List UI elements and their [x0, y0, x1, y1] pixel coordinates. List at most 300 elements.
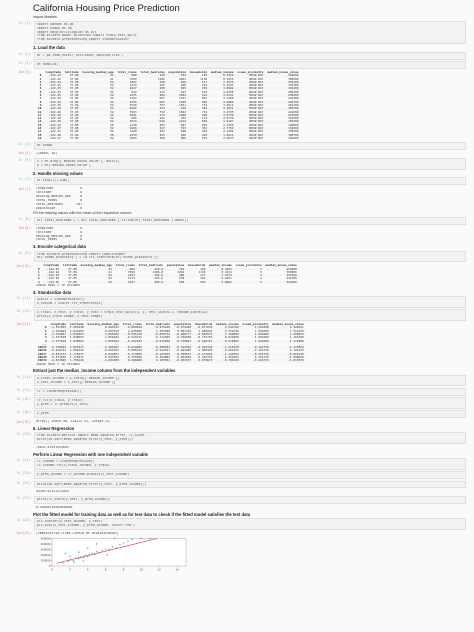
cell-prompt: In [16]: — [16, 397, 32, 402]
code-cell-26[interactable] — [8, 481, 466, 489]
table-cell: 1.291089 — [254, 328, 269, 333]
cell-prompt: In [2]: — [18, 51, 32, 56]
row-index: 1 — [37, 269, 40, 274]
cell-prompt: In [11]: — [16, 296, 32, 301]
table-cell: -122.22 — [48, 76, 61, 81]
cell-prompt: In [20]: — [16, 432, 32, 437]
table-cell: 331 — [188, 127, 209, 130]
code-line: import pandas as pd — [37, 22, 74, 26]
table-cell: 1138 — [200, 76, 208, 81]
table-cell: 37.84 — [63, 101, 81, 104]
table-cell: 52 — [80, 127, 115, 130]
row-index: 19 — [37, 135, 42, 140]
table-cell: 1212 — [167, 120, 188, 123]
code-cell-28[interactable] — [8, 518, 466, 530]
row-index: 20637 — [37, 351, 47, 356]
column-header: ocean_proximity — [242, 322, 269, 327]
table-cell: 1.778237 — [69, 355, 84, 360]
column-header: housing_median_age — [87, 322, 119, 327]
table-cell: ... — [113, 341, 119, 346]
table-cell: 37.85 — [63, 114, 81, 117]
table-cell: -1.337818 — [50, 338, 67, 343]
table-cell: ... — [136, 341, 142, 346]
table-cell: -1.124470 — [288, 348, 304, 353]
table-cell: 126 — [186, 268, 207, 271]
column-header: total_bedrooms — [145, 322, 170, 327]
code-cell-11[interactable] — [8, 296, 466, 308]
code-cell-15[interactable] — [8, 388, 466, 396]
cell-source[interactable] — [34, 458, 466, 470]
table-cell: -0.355600 — [126, 355, 142, 360]
code-line: df['ocean_proximity'] = le.fit_transform(df['ocean_proximity']) — [37, 256, 158, 260]
table-cell: NEAR BAY — [249, 96, 264, 101]
table-cell: 52 — [80, 94, 115, 97]
cell-source[interactable] — [34, 158, 466, 170]
table-cell: 0.185561 — [144, 359, 172, 362]
table-cell: 37.85 — [69, 89, 79, 94]
table-cell: 2401 — [178, 76, 186, 81]
cell-output — [34, 445, 466, 450]
table-cell: -0.012881 — [214, 340, 240, 343]
column-header: median_house_value — [267, 69, 299, 74]
data-point — [107, 555, 108, 556]
table-cell: NEAR BAY — [235, 87, 265, 90]
table-cell: 52 — [110, 135, 114, 140]
table-cell: 2.1202 — [223, 129, 234, 134]
table-cell: -122.26 — [48, 122, 61, 127]
output-line: 0.45885918903846656 — [36, 506, 73, 510]
table-cell: -122.27 — [48, 135, 61, 140]
notebook-title: California Housing Price Prediction — [33, 3, 180, 14]
cell-output — [34, 187, 466, 212]
table-cell: -122.24 — [43, 81, 62, 84]
code-line: from sklearn.metrics import mean_squared_error, r2_score — [37, 434, 145, 438]
row-index: 4 — [37, 279, 40, 284]
output-line: total_bedrooms 207 — [36, 202, 83, 206]
table-cell: 2.344766 — [214, 326, 240, 329]
output-cell-18 — [8, 420, 466, 425]
table-cell: NEAR BAY — [249, 76, 264, 81]
table-cell: 558 — [178, 276, 185, 281]
cell-prompt: In [27]: — [16, 496, 32, 501]
table-cell: -0.393753 — [196, 355, 213, 360]
table-cell: 155500 — [288, 129, 299, 134]
table-cell: -0.758826 — [50, 345, 67, 350]
notebook — [8, 3, 466, 575]
x-tick-label: 4 — [86, 568, 89, 572]
code-line: X = df.drop(['median_house_value'], axis=1) — [37, 159, 120, 163]
table-cell: 1467 — [116, 81, 139, 84]
code-cell-24[interactable] — [8, 458, 466, 470]
table-cell: -0.462404 — [121, 340, 144, 343]
table-cell: 7.2574 — [209, 81, 235, 84]
table-cell: 3.0750 — [209, 114, 235, 117]
table-cell: 0.982143 — [86, 326, 121, 329]
table-cell: 322 — [167, 74, 188, 77]
table-cell: NEAR BAY — [235, 101, 265, 104]
table-cell: 696 — [131, 116, 137, 121]
output-cell-20 — [8, 445, 466, 450]
table-cell: NEAR BAY — [235, 94, 265, 97]
cell-prompt: In [8]: — [18, 216, 32, 221]
row-index: 1 — [39, 76, 42, 81]
table-cell: 52 — [110, 102, 114, 107]
table-cell: -0.977033 — [193, 326, 214, 329]
table-cell: -122.26 — [43, 107, 62, 110]
table-cell: 1.038503 — [69, 335, 84, 340]
cell-prompt: In [5]: — [18, 157, 32, 162]
code-cell-16[interactable] — [8, 397, 466, 409]
table-cell: 52 — [110, 116, 114, 121]
table-cell: 303 — [201, 129, 208, 134]
table-cell: 3104 — [129, 96, 137, 101]
section-heading: Extract just the median_income column from the independent variables — [33, 368, 176, 374]
data-point — [123, 543, 124, 544]
table-cell: 52 — [80, 114, 115, 117]
data-point — [112, 547, 113, 548]
table-cell: -0.116739 — [241, 359, 271, 362]
table-cell: 37.84 — [69, 116, 79, 121]
code-cell-9[interactable] — [8, 251, 466, 263]
cell-source[interactable] — [34, 142, 466, 150]
table-cell: -0.535746 — [121, 333, 144, 336]
table-cell: NEAR BAY — [235, 134, 265, 137]
output-prompt: Out[3]: — [18, 70, 32, 75]
table-cell: 341300 — [286, 276, 297, 281]
table-cell: 1.856182 — [86, 333, 121, 336]
table-cell: ... — [207, 341, 213, 346]
table-cell: -0.766028 — [175, 335, 192, 340]
table-cell: 752 — [159, 109, 165, 114]
cell-source[interactable] — [34, 518, 466, 530]
cell-source[interactable] — [34, 496, 466, 504]
table-cell: 1274 — [129, 83, 137, 88]
table-cell: 259 — [188, 87, 209, 90]
table-cell: 7099 — [127, 269, 135, 274]
output-cell-4 — [8, 151, 466, 156]
code-cell-5[interactable] — [8, 158, 466, 170]
table-cell: -122.27 — [48, 129, 61, 134]
output-line: housing_median_age 0 — [36, 194, 83, 198]
table-cell: 558 — [180, 83, 186, 88]
table-cell: 3.6591 — [209, 94, 235, 97]
code-line: y_pred = lr.predict(X_test) — [37, 403, 89, 407]
cell-source[interactable] — [34, 388, 466, 396]
table-cell: 52 — [108, 276, 112, 281]
code-cell-18[interactable] — [8, 410, 466, 418]
table-cell: -0.873626 — [50, 355, 67, 360]
table-cell: 880 — [114, 268, 137, 271]
table-cell: 52 — [80, 81, 115, 84]
table-cell: 990 — [167, 134, 188, 137]
table-cell: 734 — [201, 109, 208, 114]
table-cell: 1098 — [167, 114, 188, 117]
table-cell: -0.369537 — [172, 353, 193, 356]
column-header: median_income — [216, 322, 239, 327]
row-index: 4 — [39, 86, 42, 91]
table-cell: -0.829732 — [144, 333, 172, 336]
table-cell: 42 — [80, 101, 115, 104]
table-cell: -122.26 — [43, 114, 62, 117]
row-index: 5 — [39, 89, 42, 94]
code-cell-12[interactable] — [8, 309, 466, 321]
dataframe-table — [36, 264, 299, 284]
table-cell: 219 — [200, 276, 206, 281]
table-cell: 647 — [201, 96, 208, 101]
output-line: latitude 0 — [36, 191, 83, 195]
table-cell: -0.833696 — [50, 358, 67, 363]
table-cell: 1.291089 — [254, 335, 269, 340]
row-index: 3 — [44, 335, 47, 340]
code-line: import matplotlib.pyplot as plt — [37, 30, 97, 34]
code-cell-4[interactable] — [8, 142, 466, 150]
table-cell: 2.129631 — [271, 326, 306, 329]
code-cell-14[interactable] — [8, 375, 466, 387]
code-line: df.shape — [37, 144, 53, 148]
table-cell: 1.038503 — [69, 338, 84, 343]
code-cell-25[interactable] — [8, 471, 466, 479]
table-cell: 2401 — [177, 269, 185, 274]
table-cell: -122.26 — [48, 116, 61, 121]
output-cell-8 — [8, 226, 466, 243]
code-cell-2[interactable] — [8, 52, 466, 60]
table-cell: 21 — [108, 269, 112, 274]
table-cell: 3 — [234, 281, 264, 284]
column-header: housing_median_age — [82, 69, 114, 74]
cell-source[interactable] — [34, 375, 466, 387]
table-cell: 3.6912 — [223, 102, 234, 107]
table-cell: -1.332827 — [50, 331, 67, 336]
table-cell: 1627 — [116, 87, 139, 90]
column-header: total_rooms — [122, 322, 142, 327]
code-cell-3[interactable] — [8, 61, 466, 69]
table-cell: -0.823713 — [50, 351, 67, 356]
cell-source[interactable] — [34, 52, 466, 60]
table-cell: -0.289187 — [86, 346, 121, 349]
table-cell: NEAR BAY — [249, 122, 264, 127]
scatter-plot — [38, 537, 188, 571]
table-cell: 2.7750 — [209, 127, 235, 130]
code-cell-27[interactable] — [8, 496, 466, 504]
table-cell: 2202 — [116, 107, 139, 110]
table-cell: 1094 — [167, 94, 188, 97]
table-cell: -122.26 — [43, 120, 62, 123]
table-cell: 1.856182 — [86, 340, 121, 343]
table-cell: 595 — [188, 101, 209, 104]
table-cell: 1106.0 — [152, 269, 164, 274]
cell-source[interactable] — [34, 251, 466, 263]
table-cell: 0.861439 — [177, 328, 192, 333]
code-cell-8[interactable] — [8, 217, 466, 225]
row-index: 12 — [37, 112, 42, 117]
table-cell: NEAR BAY — [235, 114, 265, 117]
table-cell: 0.932968 — [224, 335, 239, 340]
code-line: lr.fit(X_train, y_train) — [37, 399, 84, 403]
cell-prompt: In [14]: — [16, 374, 32, 379]
cell-source[interactable] — [34, 296, 466, 308]
table-cell: 226700 — [265, 101, 300, 104]
table-cell: 690 — [180, 135, 186, 140]
table-cell: -0.304884 — [154, 355, 170, 360]
cell-source[interactable] — [34, 61, 466, 69]
table-cell: ... — [233, 341, 239, 346]
table-cell: 322 — [165, 268, 186, 271]
code-line: lr_income.fit(X_train_income, y_train) — [37, 463, 110, 467]
table-cell: -0.843637 — [193, 333, 214, 336]
data-point — [73, 561, 74, 562]
table-cell: 1.801647 — [69, 345, 84, 350]
row-index: 0 — [44, 325, 47, 330]
table-cell: 3.1200 — [223, 96, 234, 101]
cell-source[interactable] — [34, 397, 466, 409]
table-cell: 52 — [79, 281, 114, 284]
table-cell: 352100 — [264, 274, 299, 277]
table-cell: 1504 — [178, 109, 186, 114]
table-cell: 3 — [234, 274, 264, 277]
column-header: ocean_proximity — [237, 69, 264, 74]
table-cell: 880 — [116, 74, 139, 77]
table-cell: 1.856182 — [104, 335, 119, 340]
y-tick-label: 500000 — [40, 537, 51, 541]
table-cell: -0.033977 — [172, 359, 193, 362]
table-cell: -0.944405 — [175, 348, 192, 353]
output-line: total_rooms 0 — [36, 198, 83, 202]
cell-source[interactable] — [34, 21, 466, 44]
code-cell-1[interactable] — [8, 21, 466, 44]
table-cell: -0.615066 — [144, 340, 172, 343]
table-cell: 37.88 — [63, 74, 81, 77]
cell-source[interactable] — [34, 471, 466, 479]
column-header: latitude — [64, 69, 79, 74]
table-cell: -0.116739 — [241, 346, 271, 349]
data-point — [62, 562, 63, 563]
table-cell: 1.258693 — [271, 333, 306, 336]
table-cell: 468 — [188, 114, 209, 117]
table-cell: 41 — [80, 74, 115, 77]
table-cell: -1.142593 — [214, 353, 240, 356]
column-header: latitude — [69, 322, 84, 327]
table-cell: 241400 — [288, 96, 299, 101]
row-index: 9 — [39, 102, 42, 107]
data-point — [105, 549, 106, 550]
column-header: total_bedrooms — [138, 263, 164, 268]
table-cell: 299200 — [265, 94, 300, 97]
cell-prompt: In [3]: — [18, 61, 32, 66]
table-cell: 342200 — [264, 281, 299, 284]
data-point — [83, 558, 84, 559]
table-cell: -122.26 — [43, 101, 62, 104]
cell-output — [34, 531, 466, 536]
cell-source[interactable] — [34, 410, 466, 418]
code-line: plt.scatter(X_test_income, y_test) — [37, 520, 103, 524]
table-cell: 52 — [110, 89, 114, 94]
table-cell: -1.008420 — [196, 348, 213, 353]
table-cell: 1966 — [116, 127, 139, 130]
output-line: (20640, 10) — [36, 152, 58, 156]
table-cell: -0.722399 — [154, 335, 170, 340]
table-cell: -0.992746 — [271, 353, 306, 356]
table-cell: 191300 — [288, 116, 299, 121]
table-cell: 3.2705 — [223, 109, 234, 114]
table-cell: -0.607019 — [103, 328, 119, 333]
cell-source[interactable] — [34, 432, 466, 444]
table-cell: -0.922521 — [154, 348, 170, 353]
code-line: df.head(20) — [37, 63, 59, 67]
table-cell: -122.22 — [46, 269, 60, 274]
table-cell: 1138 — [198, 269, 206, 274]
code-line: y = df['median_house_value'] — [37, 163, 91, 167]
table-cell: 620 — [188, 120, 209, 123]
output-cell-10 — [8, 264, 466, 289]
table-cell: 37.88 — [61, 268, 79, 271]
table-cell: 1.314156 — [289, 328, 304, 333]
table-cell: 1551 — [178, 102, 186, 107]
table-cell: 1.355088 — [156, 328, 170, 333]
table-cell: -122.25 — [48, 96, 61, 101]
cell-source[interactable] — [34, 217, 466, 225]
data-point — [141, 538, 142, 539]
table-cell: 37.85 — [63, 127, 81, 130]
column-header: longitude — [50, 322, 67, 327]
table-cell: 413 — [180, 89, 186, 94]
output-cell-27 — [8, 506, 466, 511]
table-cell: 5.6431 — [223, 83, 234, 88]
table-cell: 37.84 — [69, 135, 79, 140]
y-tick-label: 200000 — [40, 554, 51, 558]
table-cell: 1467 — [114, 274, 137, 277]
table-cell: 8.3014 — [221, 269, 232, 274]
table-cell: 219 — [201, 83, 208, 88]
code-line: X_scaled = scaler.fit_transform(X) — [37, 302, 103, 306]
table-cell: 1.038503 — [69, 331, 84, 336]
table-cell: 37.86 — [69, 76, 79, 81]
code-line: from sklearn.preprocessing import LabelEncoder — [37, 252, 126, 256]
x-tick-label: 8 — [122, 568, 125, 572]
table-cell: 489 — [138, 94, 166, 97]
table-cell: 1627 — [114, 281, 137, 284]
cell-source[interactable] — [34, 481, 466, 489]
x-tick-label: 6 — [104, 568, 107, 572]
code-cell-7[interactable] — [8, 177, 466, 185]
table-cell: 8.3014 — [223, 76, 234, 81]
cell-source[interactable] — [34, 309, 466, 321]
table-cell: 687 — [159, 96, 165, 101]
table-cell: 37.85 — [69, 109, 79, 114]
code-cell-20[interactable] — [8, 432, 466, 444]
table-cell: 21 — [110, 76, 114, 81]
output-prompt: Out[13]: — [16, 322, 32, 327]
table-cell: 3503 — [129, 109, 137, 114]
table-cell: 280 — [138, 87, 166, 90]
table-cell: NEAR BAY — [249, 89, 264, 94]
table-cell: 41 — [79, 268, 114, 271]
table-cell: -0.845393 — [103, 355, 119, 360]
table-cell: -1.216128 — [214, 346, 240, 349]
table-cell: 3549 — [129, 102, 137, 107]
table-cell: 1120 — [129, 122, 137, 127]
cell-source[interactable] — [34, 177, 466, 185]
dataframe-table — [36, 71, 300, 140]
y-tick-label: 100000 — [40, 559, 51, 563]
output-prompt: Out[7]: — [18, 186, 32, 191]
table-cell: 37.84 — [69, 102, 79, 107]
code-line: plt.plot(X_test_income, y_pred_income, color='red') — [37, 524, 135, 528]
table-cell: 1.750146 — [69, 358, 84, 363]
table-cell: -122.25 — [46, 276, 60, 281]
table-cell: NEAR BAY — [235, 74, 265, 77]
cell-prompt: In [18]: — [16, 410, 32, 415]
table-cell: 2.0804 — [209, 101, 235, 104]
